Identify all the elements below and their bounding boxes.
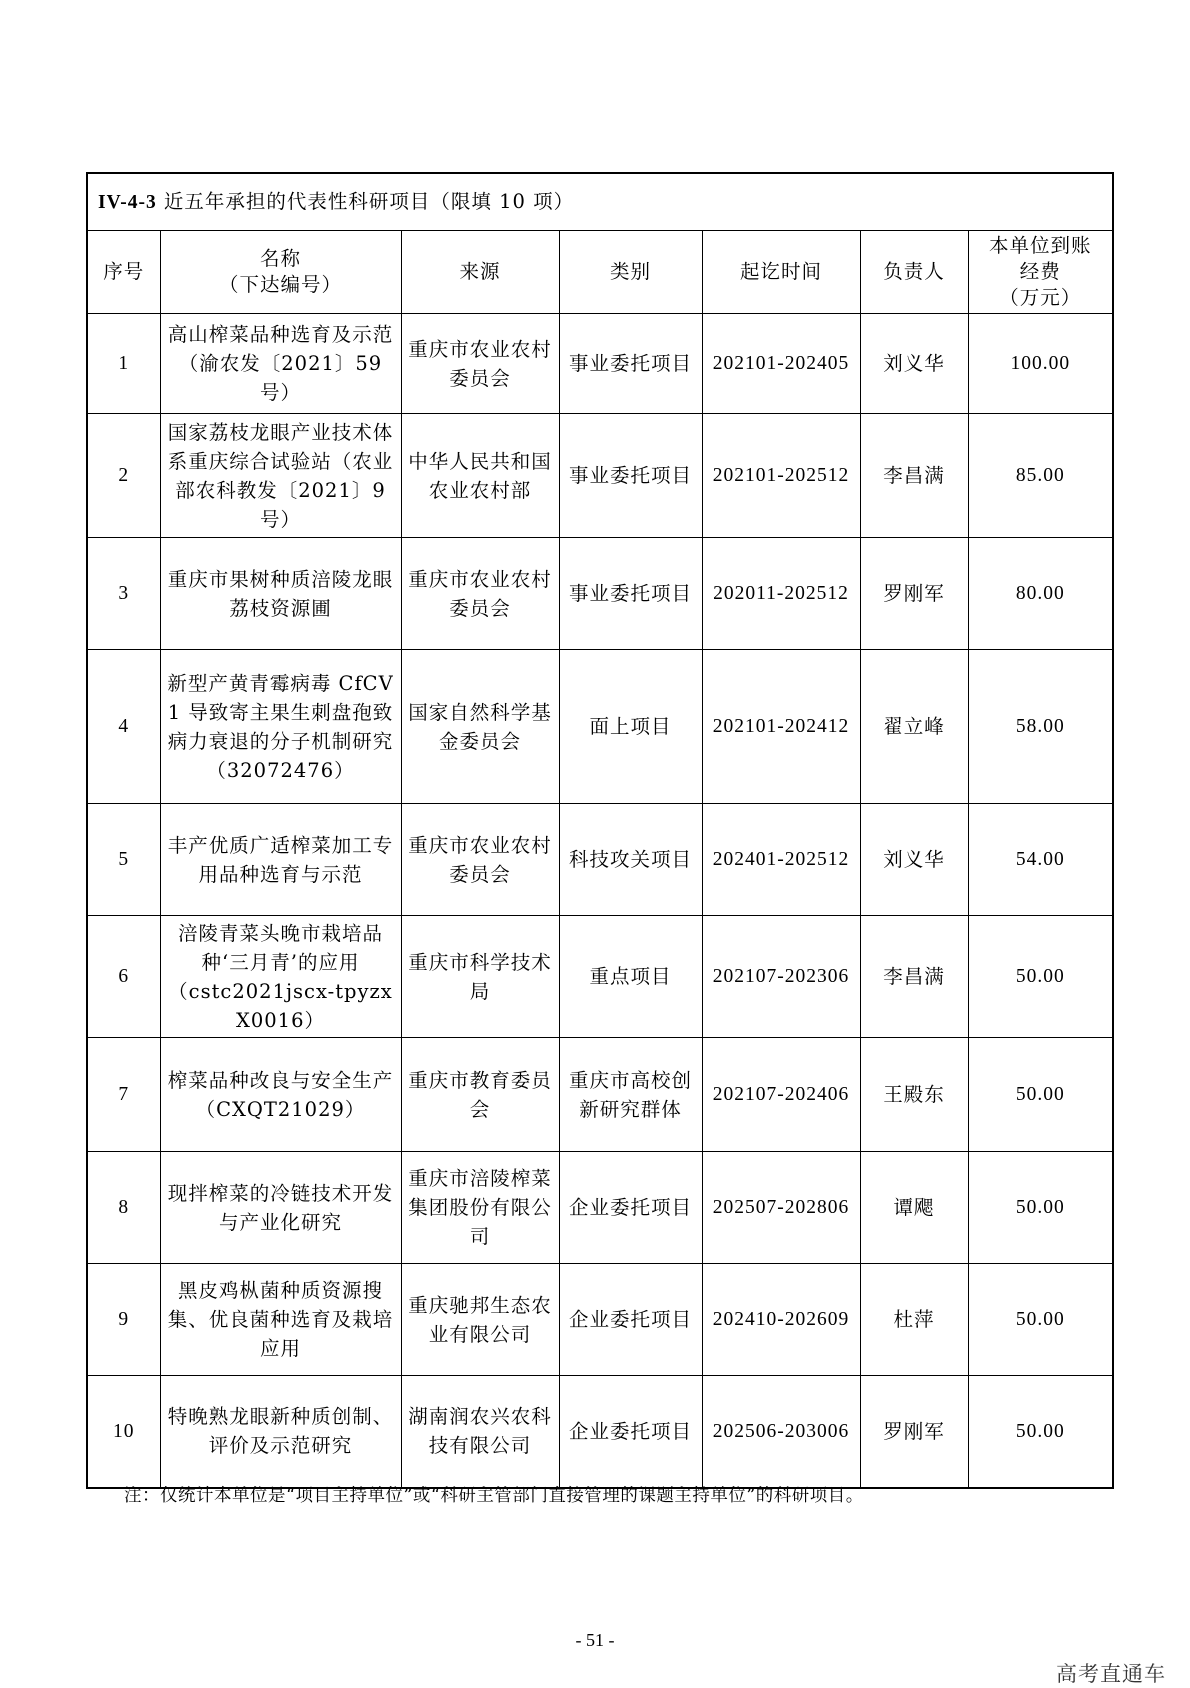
cell-source: 重庆市农业农村委员会 <box>401 314 559 414</box>
header-leader: 负责人 <box>860 231 968 314</box>
cell-source: 中华人民共和国农业农村部 <box>401 414 559 538</box>
cell-name: 现拌榨菜的冷链技术开发与产业化研究 <box>160 1152 401 1264</box>
cell-seq: 1 <box>87 314 160 414</box>
cell-period: 202507-202806 <box>702 1152 860 1264</box>
table-row <box>87 650 1113 804</box>
cell-period: 202101-202512 <box>702 414 860 538</box>
header-period: 起讫时间 <box>702 231 860 314</box>
cell-name: 新型产黄青霉病毒 CfCV1 导致寄主果生刺盘孢致病力衰退的分子机制研究 （32072476） <box>160 650 401 804</box>
cell-funding: 50.00 <box>968 1038 1113 1152</box>
table-row <box>87 1264 1113 1376</box>
header-name: 名称 （下达编号） <box>160 231 401 314</box>
table-row <box>87 414 1113 538</box>
cell-leader: 谭飔 <box>860 1152 968 1264</box>
table-header-row <box>87 231 1113 314</box>
table-title-text: 近五年承担的代表性科研项目（限填 10 项） <box>156 190 575 213</box>
cell-leader: 罗刚军 <box>860 538 968 650</box>
cell-name: 高山榨菜品种选育及示范 （渝农发〔2021〕59 号） <box>160 314 401 414</box>
table-row <box>87 538 1113 650</box>
cell-leader: 罗刚军 <box>860 1376 968 1488</box>
cell-leader: 李昌满 <box>860 916 968 1038</box>
cell-seq: 7 <box>87 1038 160 1152</box>
table-row <box>87 804 1113 916</box>
cell-name: 国家荔枝龙眼产业技术体系重庆综合试验站（农业部农科教发〔2021〕9 号） <box>160 414 401 538</box>
cell-seq: 3 <box>87 538 160 650</box>
cell-category: 事业委托项目 <box>559 414 702 538</box>
cell-source: 国家自然科学基金委员会 <box>401 650 559 804</box>
cell-seq: 10 <box>87 1376 160 1488</box>
table-row <box>87 1376 1113 1488</box>
cell-funding: 58.00 <box>968 650 1113 804</box>
cell-category: 企业委托项目 <box>559 1152 702 1264</box>
cell-source: 重庆市教育委员会 <box>401 1038 559 1152</box>
cell-name: 涪陵青菜头晚市栽培品种‘三月青’的应用 （cstc2021jscx-tpyzxX0016） <box>160 916 401 1038</box>
cell-funding: 100.00 <box>968 314 1113 414</box>
cell-period: 202107-202306 <box>702 916 860 1038</box>
cell-name: 黑皮鸡枞菌种质资源搜集、优良菌种选育及栽培应用 <box>160 1264 401 1376</box>
header-category: 类别 <box>559 231 702 314</box>
header-funding: 本单位到账 经费 （万元） <box>968 231 1113 314</box>
cell-name: 榨菜品种改良与安全生产 （CXQT21029） <box>160 1038 401 1152</box>
cell-category: 重庆市高校创新研究群体 <box>559 1038 702 1152</box>
cell-seq: 8 <box>87 1152 160 1264</box>
cell-seq: 5 <box>87 804 160 916</box>
cell-funding: 50.00 <box>968 1264 1113 1376</box>
header-source: 来源 <box>401 231 559 314</box>
cell-seq: 9 <box>87 1264 160 1376</box>
cell-seq: 2 <box>87 414 160 538</box>
cell-period: 202107-202406 <box>702 1038 860 1152</box>
cell-source: 重庆市科学技术局 <box>401 916 559 1038</box>
cell-leader: 翟立峰 <box>860 650 968 804</box>
header-seq: 序号 <box>87 231 160 314</box>
cell-category: 事业委托项目 <box>559 538 702 650</box>
cell-period: 202101-202405 <box>702 314 860 414</box>
cell-category: 企业委托项目 <box>559 1376 702 1488</box>
cell-source: 湖南润农兴农科技有限公司 <box>401 1376 559 1488</box>
table-row <box>87 1038 1113 1152</box>
page-number: - 51 - <box>575 1630 615 1650</box>
cell-source: 重庆市农业农村委员会 <box>401 538 559 650</box>
cell-period: 202011-202512 <box>702 538 860 650</box>
table-title <box>87 173 1113 231</box>
table-title-code: IV-4-3 <box>98 192 157 213</box>
cell-seq: 4 <box>87 650 160 804</box>
cell-name: 特晚熟龙眼新种质创制、评价及示范研究 <box>160 1376 401 1488</box>
cell-period: 202506-203006 <box>702 1376 860 1488</box>
cell-funding: 80.00 <box>968 538 1113 650</box>
cell-funding: 54.00 <box>968 804 1113 916</box>
watermark: 高考直通车 <box>1056 1662 1166 1686</box>
cell-category: 事业委托项目 <box>559 314 702 414</box>
table-note: 注：仅统计本单位是“项目主持单位”或“科研主管部门直接管理的课题主持单位”的科研项目。 <box>124 1486 864 1506</box>
cell-name: 丰产优质广适榨菜加工专用品种选育与示范 <box>160 804 401 916</box>
cell-period: 202401-202512 <box>702 804 860 916</box>
cell-leader: 李昌满 <box>860 414 968 538</box>
table-body <box>87 314 1113 1488</box>
cell-period: 202410-202609 <box>702 1264 860 1376</box>
cell-category: 科技攻关项目 <box>559 804 702 916</box>
cell-source: 重庆市农业农村委员会 <box>401 804 559 916</box>
cell-funding: 50.00 <box>968 1152 1113 1264</box>
cell-leader: 刘义华 <box>860 804 968 916</box>
cell-category: 重点项目 <box>559 916 702 1038</box>
cell-leader: 刘义华 <box>860 314 968 414</box>
cell-name: 重庆市果树种质涪陵龙眼荔枝资源圃 <box>160 538 401 650</box>
table-row <box>87 1152 1113 1264</box>
cell-category: 企业委托项目 <box>559 1264 702 1376</box>
cell-leader: 王殿东 <box>860 1038 968 1152</box>
cell-source: 重庆市涪陵榨菜集团股份有限公司 <box>401 1152 559 1264</box>
cell-leader: 杜萍 <box>860 1264 968 1376</box>
cell-category: 面上项目 <box>559 650 702 804</box>
research-projects-table <box>86 172 1114 1489</box>
table-row <box>87 314 1113 414</box>
cell-seq: 6 <box>87 916 160 1038</box>
cell-funding: 50.00 <box>968 1376 1113 1488</box>
cell-funding: 85.00 <box>968 414 1113 538</box>
cell-funding: 50.00 <box>968 916 1113 1038</box>
cell-source: 重庆驰邦生态农业有限公司 <box>401 1264 559 1376</box>
table-row <box>87 916 1113 1038</box>
cell-period: 202101-202412 <box>702 650 860 804</box>
